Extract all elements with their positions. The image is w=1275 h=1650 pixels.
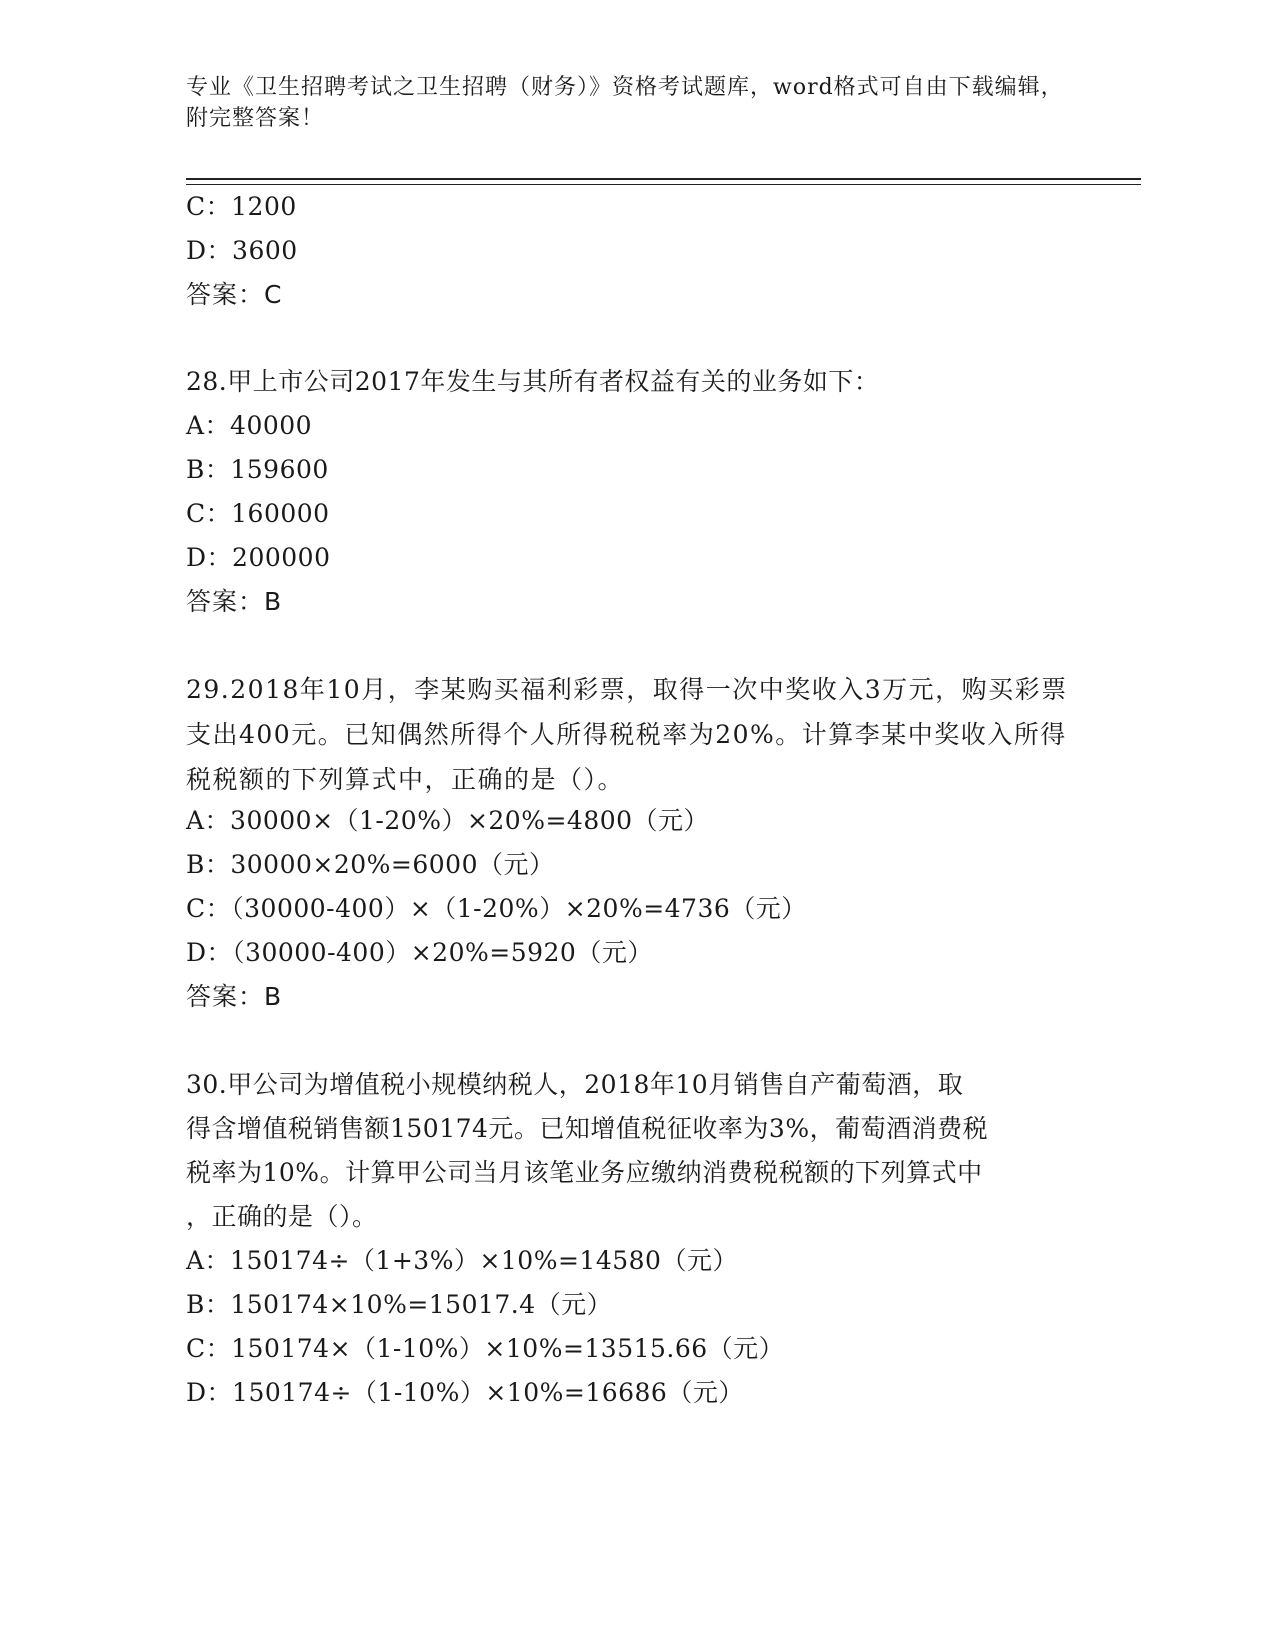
header-rule-thin [186, 184, 1141, 185]
q29-option-d: D：（30000-400）×20%=5920（元） [186, 938, 653, 967]
q30-option-b: B：150174×10%=15017.4（元） [186, 1290, 613, 1319]
q29-stem: 29.2018年10月，李某购买福利彩票，取得一次中奖收入3万元，购买彩票支出400元。已知偶然所得个人所得税税率为20%。计算李某中奖收入所得税税额的下列算式中，正确的是（）。 [186, 675, 1068, 794]
q29-option-b: B：30000×20%=6000（元） [186, 850, 555, 879]
q28-option-d: D：200000 [186, 543, 331, 572]
q27-answer: 答案：C [186, 280, 283, 309]
q30-option-a: A：150174÷（1+3%）×10%=14580（元） [186, 1246, 738, 1275]
q30-stem-line-2: 得含增值税销售额150174元。已知增值税征收率为3%，葡萄酒消费税 [186, 1114, 989, 1143]
q27-option-c: C：1200 [186, 192, 297, 221]
q30-stem-line-4: ，正确的是（）。 [186, 1202, 378, 1231]
q30-stem-line-1: 30.甲公司为增值税小规模纳税人，2018年10月销售自产葡萄酒，取 [186, 1070, 964, 1099]
q28-answer: 答案：B [186, 587, 283, 616]
page-header: 专业《卫生招聘考试之卫生招聘（财务）》资格考试题库，word格式可自由下载编辑，附完整答案！ [186, 75, 1064, 131]
q30-option-c: C：150174×（1-10%）×10%=13515.66（元） [186, 1334, 785, 1363]
q28-option-a: A：40000 [186, 411, 313, 440]
q28-stem: 28.甲上市公司2017年发生与其所有者权益有关的业务如下： [186, 367, 880, 396]
q30-option-d: D：150174÷（1-10%）×10%=16686（元） [186, 1378, 744, 1407]
q29-option-c: C：（30000-400）×（1-20%）×20%=4736（元） [186, 894, 807, 923]
q27-option-d: D：3600 [186, 236, 298, 265]
header-rule-thick [186, 178, 1141, 180]
q29-option-a: A：30000×（1-20%）×20%=4800（元） [186, 806, 710, 835]
q28-option-b: B：159600 [186, 455, 329, 484]
q28-option-c: C：160000 [186, 499, 330, 528]
q29-answer: 答案：B [186, 982, 283, 1011]
q30-stem-line-3: 税率为10%。计算甲公司当月该笔业务应缴纳消费税税额的下列算式中 [186, 1158, 983, 1187]
